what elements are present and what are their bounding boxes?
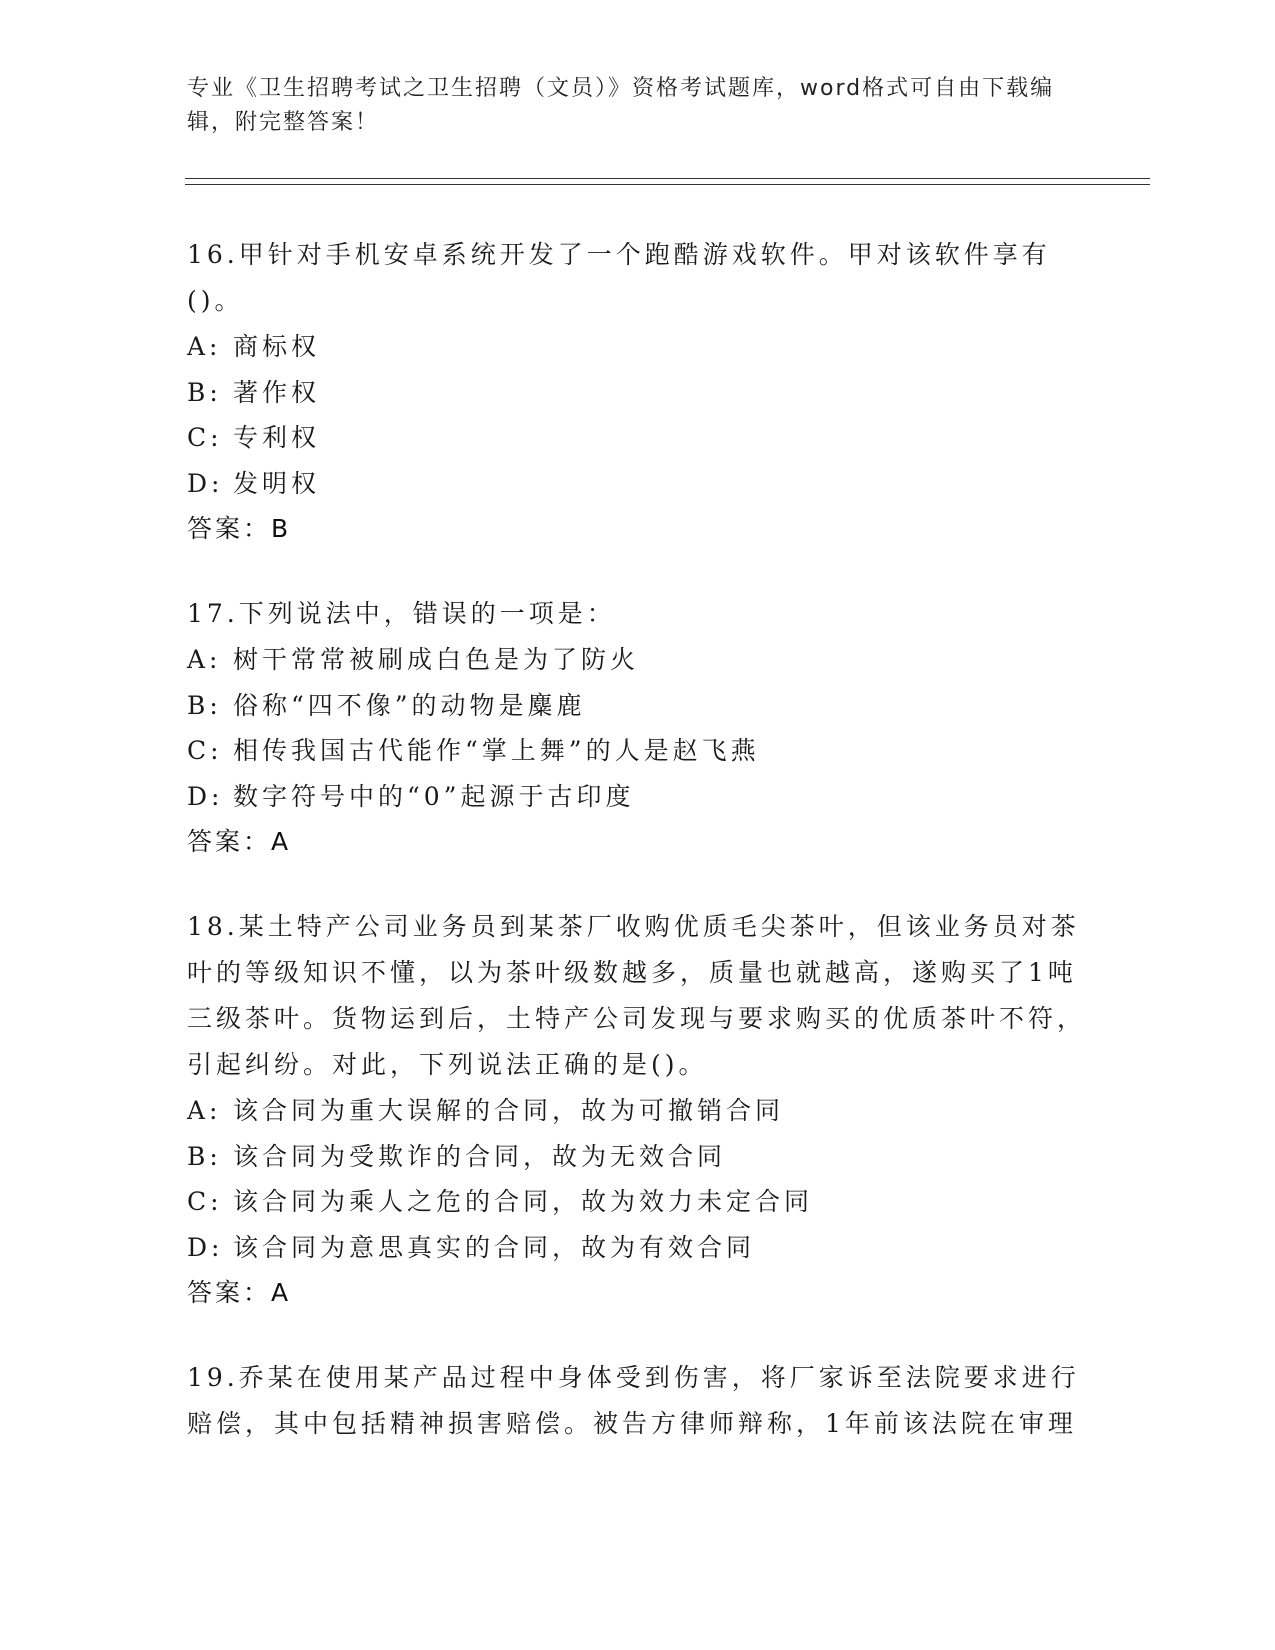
option-text: 该合同为意思真实的合同，故为有效合同: [233, 1232, 756, 1262]
option-d: [187, 461, 1087, 507]
option-text: 著作权: [233, 377, 321, 407]
option-b: [187, 370, 1087, 416]
option-text: 树干常常被刷成白色是为了防火: [233, 645, 640, 674]
question-16: [187, 232, 1087, 551]
header-divider-bottom: [185, 184, 1150, 185]
option-letter: D:: [187, 781, 224, 811]
option-text: 商标权: [233, 332, 321, 361]
question-17: [187, 591, 1087, 864]
question-stem: 19.乔某在使用某产品过程中身体受到伤害，将厂家诉至法院要求进行赔偿，其中包括精神损害赔偿。被告方律师辩称，1年前该法院在审理: [187, 1363, 1080, 1438]
answer-line: 答案：A: [187, 827, 292, 856]
question-stem: 18.某土特产公司业务员到某茶厂收购优质毛尖茶叶，但该业务员对茶叶的等级知识不懂，以为茶叶级数越多，质量也就越高，遂购买了1吨三级茶叶。货物运到后，土特产公司发现与要求购买的优质茶叶不符，引起纠纷。对此，下列说法正确的是()。: [187, 912, 1087, 1079]
option-text: 俗称“四不像”的动物是麋鹿: [233, 690, 586, 720]
option-text: 该合同为受欺诈的合同，故为无效合同: [233, 1141, 727, 1171]
question-stem: 17.下列说法中，错误的一项是：: [187, 599, 616, 628]
option-d: [187, 1225, 1087, 1271]
option-letter: B:: [187, 377, 222, 407]
question-list: [187, 232, 1087, 1487]
document-header: [187, 72, 1087, 140]
option-letter: B:: [187, 690, 222, 720]
option-letter: C:: [187, 423, 223, 452]
option-letter: D:: [187, 1232, 224, 1262]
option-d: [187, 774, 1087, 820]
option-a: [187, 1088, 1087, 1134]
header-divider-top: [185, 178, 1150, 179]
option-a: [187, 637, 1087, 683]
option-letter: A:: [187, 332, 222, 361]
option-letter: C:: [187, 1187, 223, 1216]
question-19: [187, 1355, 1087, 1447]
option-letter: A:: [187, 1096, 222, 1125]
option-letter: B:: [187, 1141, 222, 1171]
question-18: [187, 904, 1087, 1315]
option-letter: A:: [187, 645, 222, 674]
answer-line: 答案：B: [187, 514, 292, 543]
option-c: [187, 415, 1087, 461]
option-text: 相传我国古代能作“掌上舞”的人是赵飞燕: [233, 736, 760, 765]
option-a: [187, 324, 1087, 370]
option-c: [187, 1179, 1087, 1225]
answer-line: 答案：A: [187, 1278, 292, 1307]
option-b: [187, 1134, 1087, 1180]
option-text: 发明权: [233, 468, 321, 498]
option-b: [187, 683, 1087, 729]
option-text: 专利权: [233, 423, 321, 452]
option-text: 该合同为乘人之危的合同，故为效力未定合同: [233, 1187, 814, 1216]
option-letter: C:: [187, 736, 223, 765]
question-stem: 16.甲针对手机安卓系统开发了一个跑酷游戏软件。甲对该软件享有()。: [187, 240, 1051, 315]
header-text: 专业《卫生招聘考试之卫生招聘（文员）》资格考试题库，word格式可自由下载编辑，附完整答案！: [187, 76, 1055, 135]
option-letter: D:: [187, 468, 224, 498]
option-text: 数字符号中的“0”起源于古印度: [233, 781, 635, 811]
option-c: [187, 728, 1087, 774]
option-text: 该合同为重大误解的合同，故为可撤销合同: [233, 1096, 785, 1125]
